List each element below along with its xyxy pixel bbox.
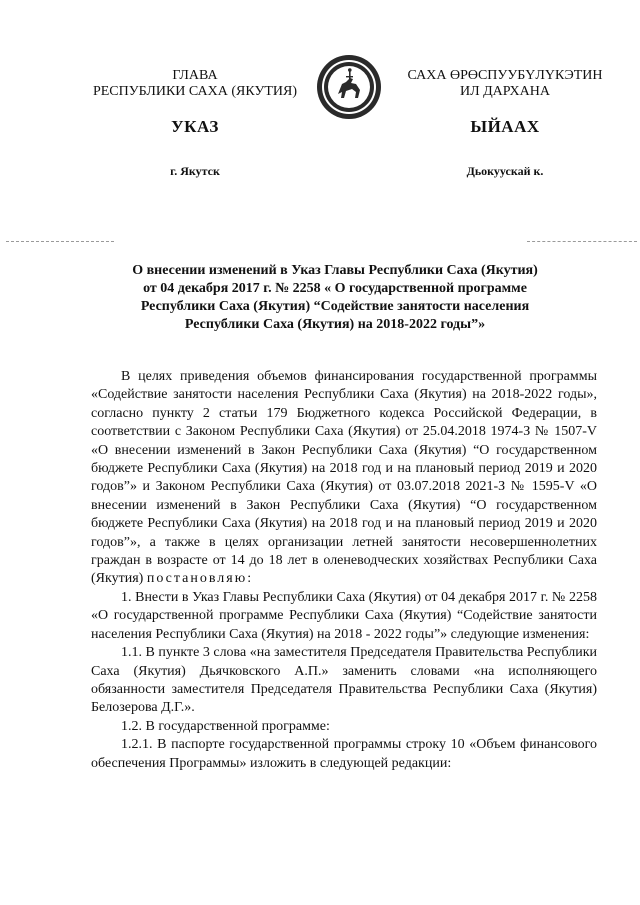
header-left: [70, 68, 320, 100]
header-left-line2: РЕСПУБЛИКИ САХА (ЯКУТИЯ): [92, 84, 298, 99]
decree-title-sah: ЫЙААХ: [470, 117, 540, 136]
title-line: от 04 декабря 2017 г. № 2258 « О государственной программе: [143, 281, 527, 296]
preamble-text: В целях приведения объемов финансирования государственной программы «Содействие занятости населения Республики Саха (Якутия) на 2018-2022 годы», согласно пункту 2 статьи 179 Бюджетного кодекса Российской Федерации, в соответствии с Законом Республики Саха (Якутия) от 25.04.2018 1974-З № 1507-V «О внесении изменений в Закон Республики Саха (Якутия) “О государственном бюджете Республики Саха (Якутия) на 2018 год и на плановый период 2019 и 2020 годов”» и Законом Республики Саха (Якутия) от 03.07.2018 2021-З № 1595-V «О внесении изменений в Закон Республики Саха (Якутия) “О государственном бюджете Республики Саха (Якутия) на 2018 год и на плановый период 2019 и 2020 годов”», а также в целях организации летней занятости несовершеннолетних граждан в возрасте от 14 до 18 лет в оленеводческих хозяйствах Республики Саха (Якутия): [91, 369, 597, 587]
header-right-line2: ИЛ ДАРХАНА: [459, 84, 550, 99]
header-right-line1: САХА ӨРӨСПУУБҮЛҮКЭТИН: [407, 68, 603, 83]
decree-title-ru: УКАЗ: [171, 117, 219, 136]
document-body: [91, 368, 597, 773]
title-line: О внесении изменений в Указ Главы Республики Саха (Якутия): [132, 263, 538, 278]
header-right: [380, 68, 630, 100]
document-title: [100, 262, 570, 334]
paragraph-item-1-1: 1.1. В пункте 3 слова «на заместителя Председателя Правительства Республики Саха (Якутия) Дьячковского А.П.» заменить словами «на исполняющего обязанности заместителя Председателя Правительства Республики Саха (Якутия) Белозерова Д.Г.».: [91, 645, 597, 716]
coat-of-arms-emblem: [316, 54, 382, 120]
title-line: Республики Саха (Якутия) на 2018-2022 годы”»: [184, 317, 486, 332]
paragraph-preamble: [91, 368, 597, 589]
paragraph-item-1-2: 1.2. В государственной программе:: [121, 718, 330, 734]
divider-left: [6, 241, 114, 242]
header-left-line1: ГЛАВА: [172, 68, 218, 83]
city-sah: Дьокуускай к.: [466, 164, 544, 178]
paragraph-item-1-2-1: 1.2.1. В паспорте государственной программы строку 10 «Объем финансового обеспечения Программы» изложить в следующей редакции:: [91, 737, 597, 771]
city-ru: г. Якутск: [170, 164, 220, 178]
divider-right: [527, 241, 637, 242]
paragraph-item-1: 1. Внести в Указ Главы Республики Саха (Якутия) от 04 декабря 2017 г. № 2258 «О государственной программе Республики Саха (Якутия) “Содействие занятости населения Республики Саха (Якутия) на 2018 - 2022 годы”» следующие изменения:: [91, 589, 597, 642]
decree-word: постановляю:: [146, 571, 254, 587]
title-line: Республики Саха (Якутия) “Содействие занятости населения: [140, 299, 530, 314]
